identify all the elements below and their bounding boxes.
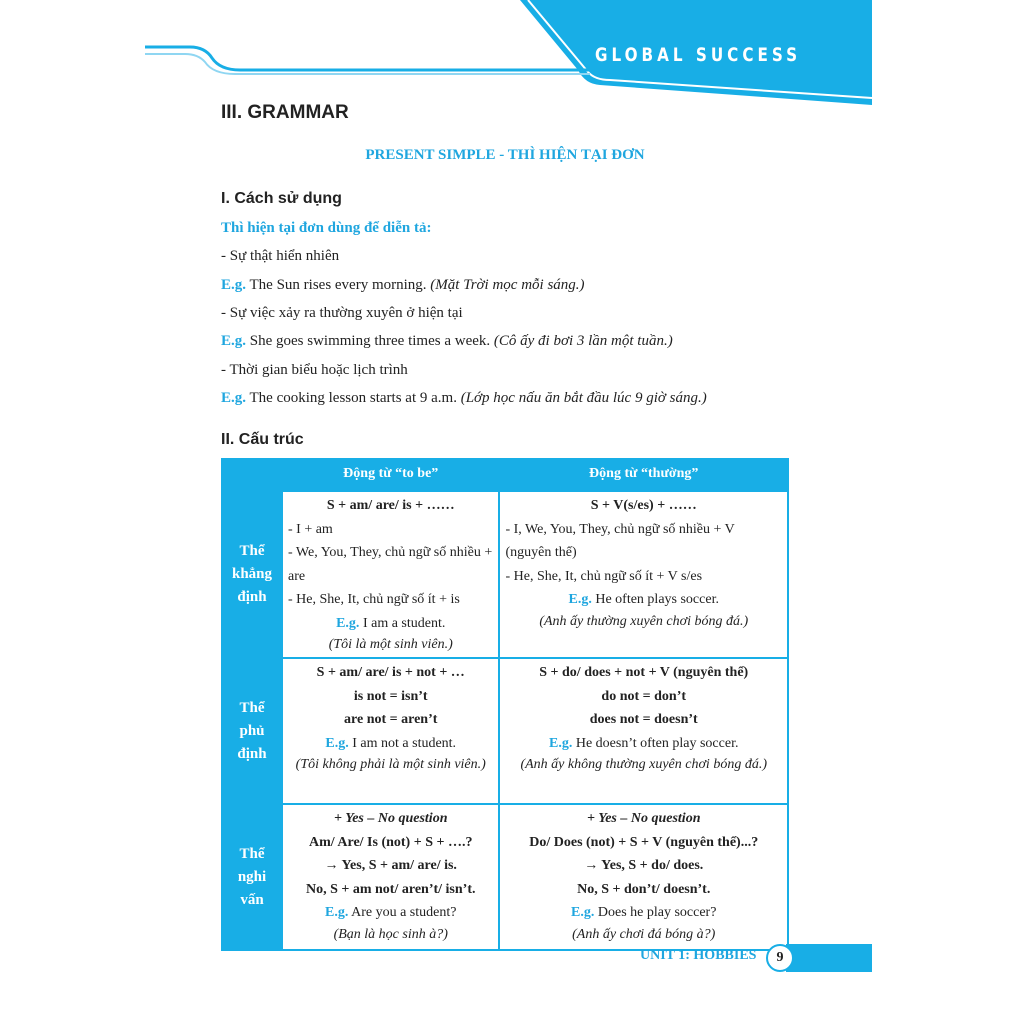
rule-line: → Yes, S + am/ are/ is. (324, 858, 457, 873)
translation: (Anh ấy không thường xuyên chơi bóng đá.) (520, 757, 767, 772)
row-label-line: Thể (239, 543, 265, 559)
table-row (222, 658, 788, 804)
usage-example (221, 390, 707, 407)
verb-cell (499, 658, 788, 804)
translation: (Tôi không phải là một sinh viên.) (295, 757, 486, 772)
row-label (222, 658, 282, 804)
eg-label: E.g. (221, 333, 247, 349)
eg-label: E.g. (325, 735, 349, 751)
formula: S + am/ are/ is + not + … (316, 665, 465, 680)
brand-label: GLOBAL SUCCESS (595, 44, 802, 66)
rule-line: - I + am (288, 521, 333, 537)
row-label (222, 491, 282, 658)
rule-line: - He, She, It, chủ ngữ số ít + is (288, 592, 460, 607)
rule-line: → Yes, S + do/ does. (584, 858, 704, 873)
example-text: He often plays soccer. (591, 592, 719, 607)
rule-line: No, S + am not/ aren’t/ isn’t. (305, 881, 476, 897)
eg-label: E.g. (221, 390, 247, 406)
row-label-line: phủ (239, 722, 265, 739)
translation: (Lớp học nấu ăn bắt đầu lúc 9 giờ sáng.) (460, 390, 707, 406)
rule-line: is not = isn’t (353, 688, 428, 704)
translation: (Bạn là học sinh à?) (333, 926, 448, 942)
eg-label: E.g. (548, 735, 573, 751)
usage-point: - Sự việc xảy ra thường xuyên ở hiện tại (221, 305, 463, 321)
formula: S + do/ does + not + V (nguyên thể) (539, 665, 749, 680)
page-number: 9 (766, 944, 794, 972)
footer-bar (786, 944, 872, 972)
usage-point: - Thời gian biểu hoặc lịch trình (221, 362, 408, 378)
example-text: She goes swimming three times a week. (246, 333, 494, 349)
example-text: The Sun rises every morning. (246, 277, 431, 293)
row-label-line: nghi (237, 868, 267, 885)
example (288, 901, 493, 925)
topic-title: PRESENT SIMPLE - THÌ HIỆN TẠI ĐƠN (365, 147, 645, 163)
row-label-line: vấn (240, 891, 264, 908)
table-row (222, 804, 788, 950)
example-text: I am a student. (359, 615, 446, 631)
eg-label: E.g. (571, 905, 595, 920)
rule-line: Am/ Are/ Is (not) + S + ….? (308, 834, 473, 850)
usage-point: - Sự thật hiển nhiên (221, 248, 340, 264)
usage-heading: I. Cách sử dụng (221, 190, 342, 207)
rule-line: Do/ Does (not) + S + V (nguyên thể)...? (529, 834, 759, 850)
rule-line: are not = aren’t (344, 712, 438, 727)
row-label-line: Thể (239, 845, 265, 862)
usage-example (221, 277, 585, 294)
eg-label: E.g. (336, 615, 360, 631)
row-label-line: khẳng (231, 566, 273, 582)
translation: (Anh ấy thường xuyên chơi bóng đá.) (539, 613, 749, 629)
formula: + Yes – No question (333, 811, 448, 826)
verb-cell (499, 491, 788, 658)
eg-label: E.g. (325, 905, 349, 920)
rule-line: No, S + don’t/ doesn’t. (577, 881, 711, 897)
column-header: Động từ “to be” (282, 459, 499, 491)
row-label-line: định (237, 745, 267, 762)
table-row (222, 491, 788, 658)
translation: (Anh ấy chơi đá bóng à?) (572, 926, 716, 942)
example (288, 732, 493, 756)
section-title: III. GRAMMAR (221, 102, 349, 123)
rule-line: - We, You, They, chủ ngữ số nhiều + are (288, 545, 493, 584)
example-text: I am not a student. (348, 735, 457, 751)
example (505, 732, 782, 756)
eg-label: E.g. (221, 277, 247, 293)
column-header: Động từ “thường” (499, 459, 788, 491)
formula: + Yes – No question (586, 811, 701, 826)
corner-cell (222, 459, 282, 491)
formula: S + V(s/es) + …… (590, 498, 697, 513)
unit-label: UNIT 1: HOBBIES (640, 948, 757, 963)
structure-heading: II. Cấu trúc (221, 431, 304, 448)
tobe-cell (282, 658, 499, 804)
example (505, 901, 782, 925)
rule-line: does not = doesn’t (589, 712, 698, 727)
tobe-cell (282, 491, 499, 658)
rule-line: - I, We, You, They, chủ ngữ số nhiều + V (nguyên thể) (505, 521, 735, 560)
header-decoration (0, 0, 1017, 130)
row-label (222, 804, 282, 950)
example (288, 612, 493, 636)
example-text: He doesn’t often play soccer. (572, 735, 739, 751)
tobe-cell (282, 804, 499, 950)
formula: S + am/ are/ is + …… (326, 498, 455, 513)
example (505, 588, 782, 612)
example-text: Does he play soccer? (594, 905, 717, 920)
rule-line: - He, She, It, chủ ngữ số ít + V s/es (505, 568, 703, 584)
translation: (Mặt Trời mọc mỗi sáng.) (430, 277, 585, 293)
usage-example (221, 333, 673, 350)
example-text: The cooking lesson starts at 9 a.m. (246, 390, 461, 406)
rule-line: do not = don’t (601, 688, 687, 704)
row-label-line: Thể (239, 699, 265, 716)
structure-table (221, 458, 789, 951)
verb-cell (499, 804, 788, 950)
example-text: Are you a student? (348, 905, 457, 920)
eg-label: E.g. (568, 592, 592, 607)
translation: (Cô ấy đi bơi 3 lần một tuần.) (493, 333, 673, 349)
row-label-line: định (237, 589, 267, 605)
usage-intro: Thì hiện tại đơn dùng để diễn tả: (221, 220, 432, 236)
translation: (Tôi là một sinh viên.) (328, 637, 453, 652)
